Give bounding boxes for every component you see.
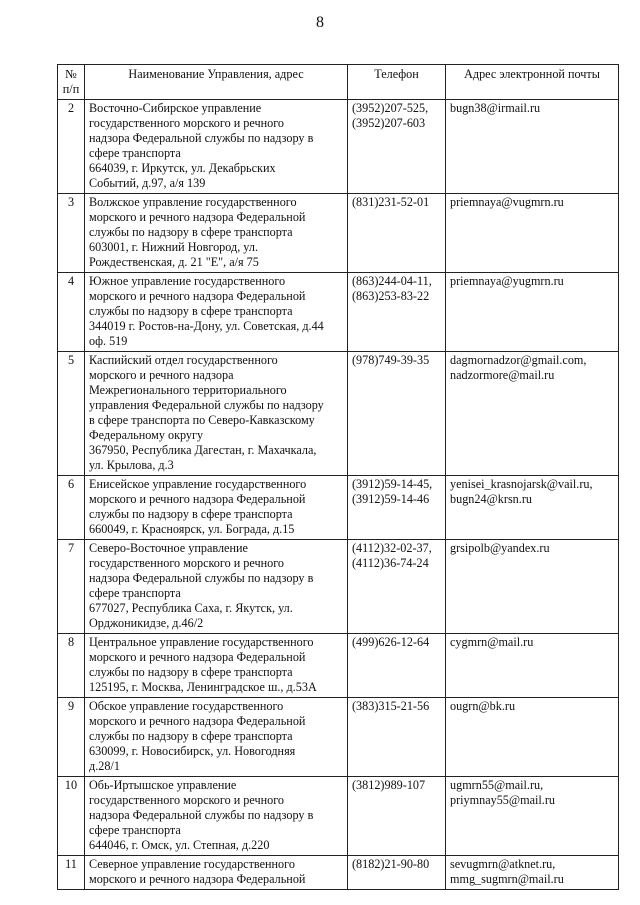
- phone-number: (3912)59-14-46: [352, 492, 430, 506]
- name-address-line: 660049, г. Красноярск, ул. Бограда, д.15: [89, 522, 295, 536]
- name-address-line: сфере транспорта: [89, 146, 181, 160]
- email-cell: [446, 698, 619, 777]
- name-address-line: ул. Крылова, д.3: [89, 458, 174, 472]
- name-address-line: сфере транспорта: [89, 586, 181, 600]
- office-name-address: [85, 698, 348, 777]
- phone-number: (3952)207-525,: [352, 101, 429, 115]
- email-cell: [446, 352, 619, 476]
- table-row: [58, 352, 619, 476]
- name-address-line: морского и речного надзора Федеральной: [89, 210, 306, 224]
- phone-number: (863)244-04-11,: [352, 274, 432, 288]
- email-cell: [446, 540, 619, 634]
- phone-cell: [348, 777, 446, 856]
- phone-number: (978)749-39-35: [352, 353, 430, 367]
- phone-cell: [348, 476, 446, 540]
- name-address-line: Волжское управление государственного: [89, 195, 297, 209]
- name-address-line: Событий, д.97, а/я 139: [89, 176, 206, 190]
- phone-cell: [348, 856, 446, 890]
- row-number: 5: [58, 352, 85, 476]
- email-cell: [446, 100, 619, 194]
- row-number: 7: [58, 540, 85, 634]
- email-cell: [446, 476, 619, 540]
- phone-cell: [348, 273, 446, 352]
- row-number: 9: [58, 698, 85, 777]
- email-address: dagmornadzor@gmail.com,: [450, 353, 587, 367]
- name-address-line: Рождественская, д. 21 "Е", а/я 75: [89, 255, 259, 269]
- table-row: [58, 634, 619, 698]
- name-address-line: службы по надзору в сфере транспорта: [89, 304, 293, 318]
- office-name-address: [85, 476, 348, 540]
- header-name: Наименование Управления, адрес: [85, 65, 348, 100]
- email-address: bugn24@krsn.ru: [450, 492, 532, 506]
- email-address: bugn38@irmail.ru: [450, 101, 541, 115]
- email-address: sevugmrn@atknet.ru,: [450, 857, 556, 871]
- name-address-line: Южное управление государственного: [89, 274, 286, 288]
- table-row: [58, 194, 619, 273]
- row-number: 3: [58, 194, 85, 273]
- email-address: priemnaya@yugmrn.ru: [450, 274, 564, 288]
- name-address-line: морского и речного надзора Федеральной: [89, 650, 306, 664]
- office-name-address: [85, 856, 348, 890]
- phone-number: (8182)21-90-80: [352, 857, 430, 871]
- email-cell: [446, 273, 619, 352]
- table-row: [58, 273, 619, 352]
- name-address-line: государственного морского и речного: [89, 116, 285, 130]
- email-cell: [446, 194, 619, 273]
- name-address-line: надзора Федеральной службы по надзору в: [89, 571, 314, 585]
- name-address-line: Межрегионального территориального: [89, 383, 287, 397]
- table-row: [58, 856, 619, 890]
- name-address-line: 125195, г. Москва, Ленинградское ш., д.53А: [89, 680, 317, 694]
- name-address-line: морского и речного надзора Федеральной: [89, 289, 306, 303]
- email-address: ougrn@bk.ru: [450, 699, 516, 713]
- phone-number: (4112)32-02-37,: [352, 541, 432, 555]
- name-address-line: 677027, Республика Саха, г. Якутск, ул.: [89, 601, 293, 615]
- name-address-line: 644046, г. Омск, ул. Степная, д.220: [89, 838, 270, 852]
- phone-cell: [348, 352, 446, 476]
- name-address-line: службы по надзору в сфере транспорта: [89, 729, 293, 743]
- name-address-line: морского и речного надзора Федеральной: [89, 492, 306, 506]
- name-address-line: Орджоникидзе, д.46/2: [89, 616, 204, 630]
- email-address: cygmrn@mail.ru: [450, 635, 534, 649]
- row-number: 8: [58, 634, 85, 698]
- table-row: [58, 100, 619, 194]
- phone-number: (3912)59-14-45,: [352, 477, 433, 491]
- name-address-line: 630099, г. Новосибирск, ул. Новогодняя: [89, 744, 296, 758]
- office-name-address: [85, 634, 348, 698]
- name-address-line: 344019 г. Ростов-на-Дону, ул. Советская, д.44: [89, 319, 324, 333]
- email-address: priemnaya@vugmrn.ru: [450, 195, 564, 209]
- table-row: [58, 540, 619, 634]
- table-row: [58, 698, 619, 777]
- office-name-address: [85, 194, 348, 273]
- row-number: 2: [58, 100, 85, 194]
- email-address: mmg_sugmrn@mail.ru: [450, 872, 564, 886]
- name-address-line: в сфере транспорта по Северо-Кавказскому: [89, 413, 315, 427]
- phone-cell: [348, 194, 446, 273]
- email-address: ugmrn55@mail.ru,: [450, 778, 544, 792]
- name-address-line: Северо-Восточное управление: [89, 541, 248, 555]
- office-name-address: [85, 100, 348, 194]
- phone-cell: [348, 698, 446, 777]
- name-address-line: 664039, г. Иркутск, ул. Декабрьских: [89, 161, 276, 175]
- email-cell: [446, 634, 619, 698]
- office-name-address: [85, 540, 348, 634]
- name-address-line: оф. 519: [89, 334, 128, 348]
- header-phone: Телефон: [348, 65, 446, 100]
- name-address-line: государственного морского и речного: [89, 556, 285, 570]
- name-address-line: Федеральному округу: [89, 428, 204, 442]
- name-address-line: управления Федеральной службы по надзору: [89, 398, 324, 412]
- phone-number: (831)231-52-01: [352, 195, 430, 209]
- name-address-line: морского и речного надзора Федеральной: [89, 714, 306, 728]
- name-address-line: службы по надзору в сфере транспорта: [89, 225, 293, 239]
- table-row: [58, 476, 619, 540]
- phone-number: (383)315-21-56: [352, 699, 430, 713]
- phone-number: (4112)36-74-24: [352, 556, 429, 570]
- phone-number: (3812)989-107: [352, 778, 426, 792]
- registry-table: [57, 64, 619, 890]
- name-address-line: 367950, Республика Дагестан, г. Махачкала,: [89, 443, 317, 457]
- email-address: nadzormore@mail.ru: [450, 368, 555, 382]
- name-address-line: Северное управление государственного: [89, 857, 295, 871]
- row-number: 4: [58, 273, 85, 352]
- email-cell: [446, 777, 619, 856]
- name-address-line: Обское управление государственного: [89, 699, 284, 713]
- header-email: Адрес электронной почты: [446, 65, 619, 100]
- name-address-line: службы по надзору в сфере транспорта: [89, 665, 293, 679]
- phone-number: (3952)207-603: [352, 116, 426, 130]
- office-name-address: [85, 352, 348, 476]
- email-address: grsipolb@yandex.ru: [450, 541, 550, 555]
- name-address-line: морского и речного надзора: [89, 368, 234, 382]
- phone-number: (863)253-83-22: [352, 289, 430, 303]
- row-number: 10: [58, 777, 85, 856]
- table-body: [58, 100, 619, 890]
- name-address-line: Енисейское управление государственного: [89, 477, 307, 491]
- name-address-line: надзора Федеральной службы по надзору в: [89, 131, 314, 145]
- table-header-row: [58, 65, 619, 100]
- name-address-line: д.28/1: [89, 759, 120, 773]
- name-address-line: сфере транспорта: [89, 823, 181, 837]
- email-address: priymnay55@mail.ru: [450, 793, 555, 807]
- office-name-address: [85, 777, 348, 856]
- name-address-line: государственного морского и речного: [89, 793, 285, 807]
- row-number: 11: [58, 856, 85, 890]
- name-address-line: Центральное управление государственного: [89, 635, 314, 649]
- name-address-line: надзора Федеральной службы по надзору в: [89, 808, 314, 822]
- header-number: № п/п: [58, 65, 85, 100]
- email-cell: [446, 856, 619, 890]
- phone-cell: [348, 100, 446, 194]
- row-number: 6: [58, 476, 85, 540]
- office-name-address: [85, 273, 348, 352]
- page-number: 8: [316, 14, 324, 31]
- name-address-line: Восточно-Сибирское управление: [89, 101, 262, 115]
- email-address: yenisei_krasnojarsk@vail.ru,: [450, 477, 593, 491]
- phone-cell: [348, 634, 446, 698]
- name-address-line: морского и речного надзора Федеральной: [89, 872, 306, 886]
- phone-cell: [348, 540, 446, 634]
- name-address-line: Обь-Иртышское управление: [89, 778, 237, 792]
- name-address-line: 603001, г. Нижний Новгород, ул.: [89, 240, 258, 254]
- name-address-line: службы по надзору в сфере транспорта: [89, 507, 293, 521]
- phone-number: (499)626-12-64: [352, 635, 430, 649]
- table-row: [58, 777, 619, 856]
- name-address-line: Каспийский отдел государственного: [89, 353, 278, 367]
